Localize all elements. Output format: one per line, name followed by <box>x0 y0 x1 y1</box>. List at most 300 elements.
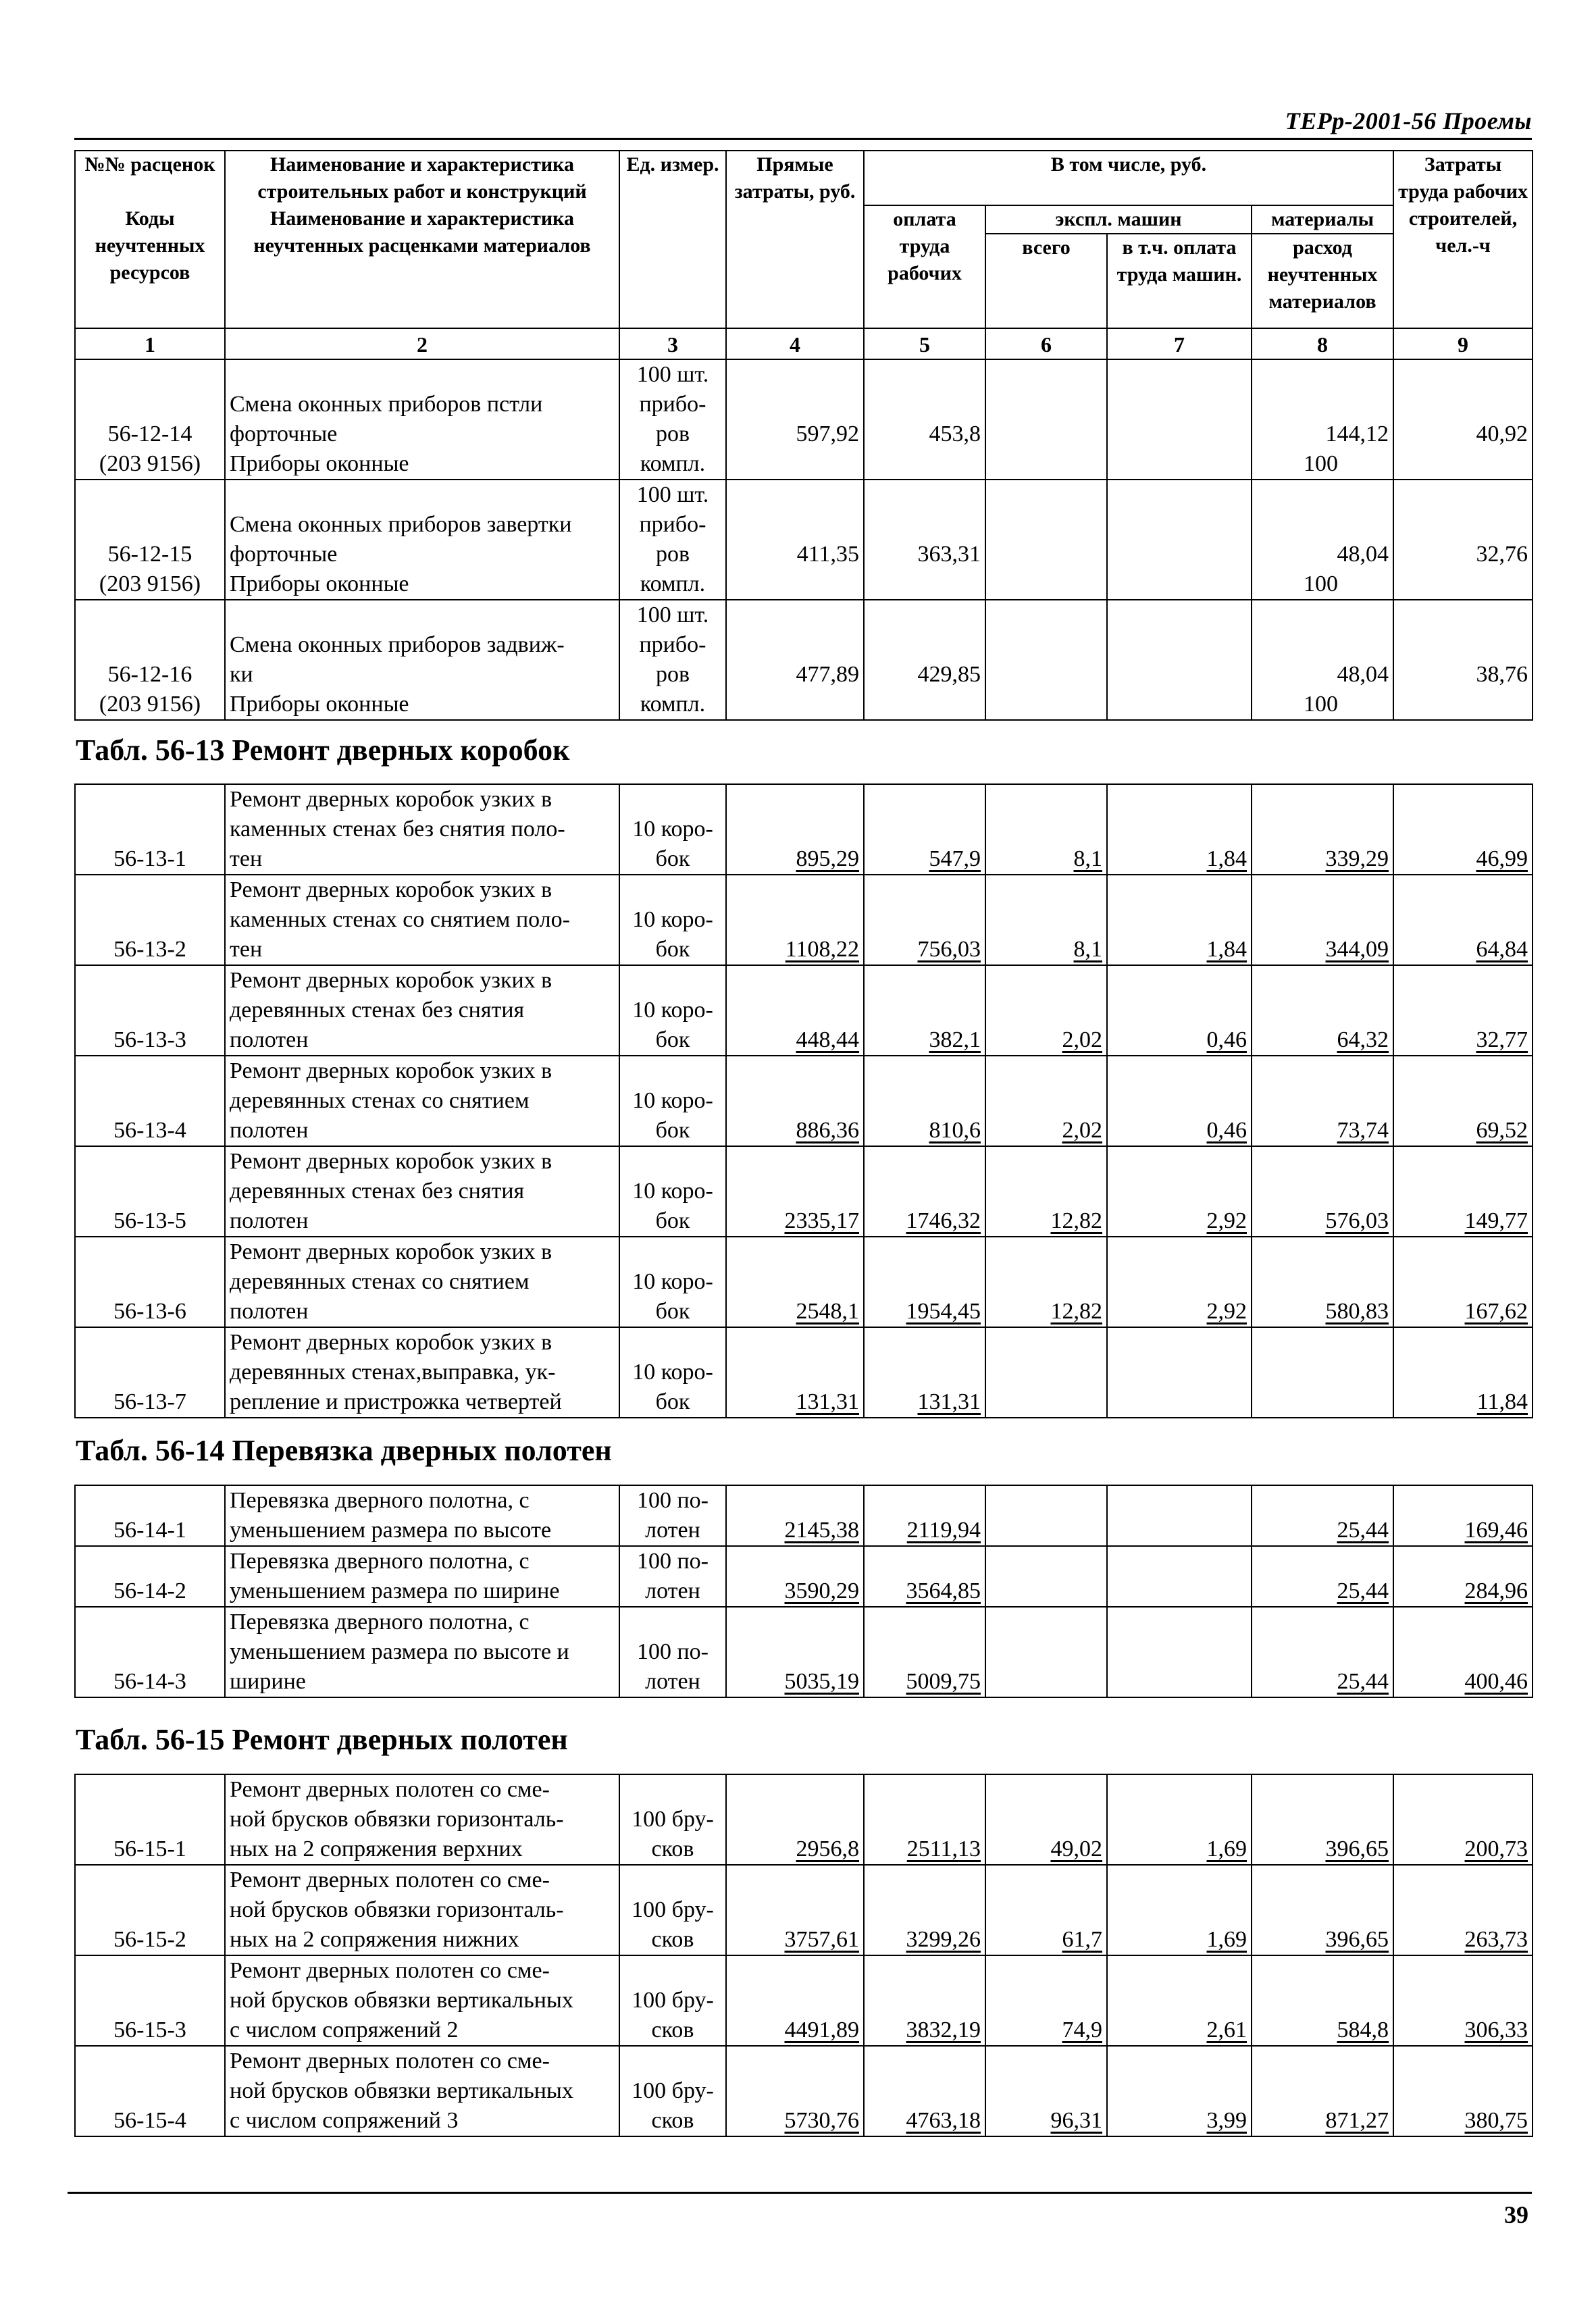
value-cell: 49,02 <box>985 1774 1107 1865</box>
unit-line: 100 по- <box>636 1639 709 1664</box>
unit-line: лотен <box>645 1578 700 1603</box>
header-labor-costs: Затраты труда рабочих строителей, чел.-ч <box>1393 151 1533 328</box>
unit-line: 100 шт. <box>636 602 709 627</box>
work-name-line: Смена оконных приборов задвиж- <box>230 632 565 657</box>
unit-cell <box>619 1237 726 1327</box>
work-name-line: полотен <box>230 1118 309 1143</box>
unit-cell <box>619 1485 726 1546</box>
value-cell: 1746,32 <box>864 1146 985 1237</box>
work-name-line: тен <box>230 846 263 871</box>
materials-cell <box>1252 480 1393 600</box>
value-cell: 5730,76 <box>726 2046 864 2136</box>
value-cell <box>1107 1327 1252 1418</box>
value-cell: 871,27 <box>1252 2046 1393 2136</box>
table-row <box>75 784 1533 875</box>
footer-rule <box>68 2192 1532 2194</box>
materials-cell <box>1252 600 1393 720</box>
table-row <box>75 1955 1533 2046</box>
value-cell: 2,02 <box>985 1056 1107 1146</box>
work-name-line: Перевязка дверного полотна, с <box>230 1610 530 1635</box>
value-cell: 1954,45 <box>864 1237 985 1327</box>
work-name-line: ных на 2 сопряжения верхних <box>230 1836 523 1861</box>
work-name-line: каменных стенах без снятия поло- <box>230 817 565 842</box>
value-cell: 3757,61 <box>726 1865 864 1955</box>
header-machines-wages: в т.ч. оплата труда машин. <box>1107 234 1252 328</box>
header-group: В том числе, руб. <box>864 151 1393 205</box>
materials-cell <box>1252 359 1393 480</box>
work-name-cell <box>225 1865 619 1955</box>
value-cell: 5035,19 <box>726 1607 864 1697</box>
value-cell <box>864 600 985 720</box>
work-name-line: Ремонт дверных коробок узких в <box>230 1239 552 1264</box>
value-cell: 576,03 <box>1252 1146 1393 1237</box>
work-name-line: Ремонт дверных полотен со сме- <box>230 1868 550 1893</box>
value-cell: 306,33 <box>1393 1955 1533 2046</box>
value-cell: 2,02 <box>985 965 1107 1056</box>
unit-cell <box>619 1546 726 1607</box>
value-cell: 284,96 <box>1393 1546 1533 1607</box>
value-cell <box>726 600 864 720</box>
header-machines-group: экспл. машин <box>985 205 1252 234</box>
value-cell: 25,44 <box>1252 1607 1393 1697</box>
unit-cell <box>619 1607 726 1697</box>
work-name-cell <box>225 359 619 480</box>
value-cell: 74,9 <box>985 1955 1107 2046</box>
rate-code: 56-14-2 <box>75 1546 225 1607</box>
value-cell: 344,09 <box>1252 875 1393 965</box>
table-row <box>75 1327 1533 1418</box>
unit-line: прибо- <box>639 632 706 657</box>
unit-line: 100 по- <box>636 1488 709 1513</box>
unit-cell <box>619 480 726 600</box>
unit-line: 100 бру- <box>632 1988 714 2013</box>
value-cell <box>985 1607 1107 1697</box>
resource-name: Приборы оконные <box>230 451 409 476</box>
value-cell <box>1107 480 1252 600</box>
work-name-line: Ремонт дверных коробок узких в <box>230 1149 552 1174</box>
work-name-cell <box>225 875 619 965</box>
work-name-line: ных на 2 сопряжения нижних <box>230 1927 519 1952</box>
work-name-cell <box>225 1327 619 1418</box>
value-cell: 3,99 <box>1107 2046 1252 2136</box>
value-cell: 1,84 <box>1107 784 1252 875</box>
work-name-line: полотен <box>230 1299 309 1324</box>
unit-cell <box>619 784 726 875</box>
unit-line: бок <box>655 937 690 962</box>
value-cell <box>1107 1607 1252 1697</box>
col-number: 5 <box>864 328 985 359</box>
rate-code-cell <box>75 600 225 720</box>
value-cell: 3590,29 <box>726 1546 864 1607</box>
unit-cell <box>619 600 726 720</box>
col-number: 8 <box>1252 328 1393 359</box>
value-cell: 8,1 <box>985 875 1107 965</box>
value-cell <box>985 1485 1107 1546</box>
value-cell: 448,44 <box>726 965 864 1056</box>
table-row <box>75 2046 1533 2136</box>
value-cell: 131,31 <box>864 1327 985 1418</box>
work-name-line: деревянных стенах со снятием <box>230 1088 530 1113</box>
value-cell: 810,6 <box>864 1056 985 1146</box>
value-cell: 200,73 <box>1393 1774 1533 1865</box>
rate-code: 56-15-1 <box>75 1774 225 1865</box>
unit-line: 10 коро- <box>632 1179 713 1204</box>
work-name-line: Ремонт дверных коробок узких в <box>230 968 552 993</box>
value-cell: 25,44 <box>1252 1546 1393 1607</box>
value-cell: 380,75 <box>1393 2046 1533 2136</box>
value-cell: 3564,85 <box>864 1546 985 1607</box>
header-materials: материалы <box>1252 205 1393 234</box>
page-number: 39 <box>1504 2201 1528 2228</box>
unit-cell <box>619 1865 726 1955</box>
labor-cell <box>1393 359 1533 480</box>
running-header: ТЕРр-2001-56 Проемы <box>1285 107 1532 134</box>
value: 597,92 <box>796 421 859 446</box>
rate-code: 56-13-2 <box>75 875 225 965</box>
work-name-cell <box>225 1485 619 1546</box>
work-name-line: ной брусков обвязки вертикальных <box>230 2078 573 2103</box>
header-rule <box>74 138 1532 140</box>
value-cell: 131,31 <box>726 1327 864 1418</box>
col-number: 6 <box>985 328 1107 359</box>
work-name-line: с числом сопряжений 2 <box>230 2017 459 2042</box>
work-name-line: полотен <box>230 1208 309 1233</box>
value-cell: 32,77 <box>1393 965 1533 1056</box>
value-cell: 2145,38 <box>726 1485 864 1546</box>
value-cell: 96,31 <box>985 2046 1107 2136</box>
unit-cell <box>619 1327 726 1418</box>
value-cell: 46,99 <box>1393 784 1533 875</box>
value-cell: 3832,19 <box>864 1955 985 2046</box>
rate-code: 56-14-1 <box>75 1485 225 1546</box>
value-cell <box>985 1327 1107 1418</box>
section-title: Табл. 56-13 Ремонт дверных коробок <box>76 734 570 767</box>
value-cell: 0,46 <box>1107 1056 1252 1146</box>
work-name-line: уменьшением размера по ширине <box>230 1578 560 1603</box>
value-cell: 2,61 <box>1107 1955 1252 2046</box>
unit-line: 100 шт. <box>636 362 709 387</box>
unit-cell <box>619 1146 726 1237</box>
work-name-line: каменных стенах со снятием поло- <box>230 907 570 932</box>
rate-code: 56-15-4 <box>75 2046 225 2136</box>
rate-code: 56-13-6 <box>75 1237 225 1327</box>
table-row <box>75 1056 1533 1146</box>
value-cell: 1,69 <box>1107 1774 1252 1865</box>
value-cell: 263,73 <box>1393 1865 1533 1955</box>
work-name-line: репление и пристрожка четвертей <box>230 1389 562 1414</box>
value-cell: 4491,89 <box>726 1955 864 2046</box>
labor-cell <box>1393 600 1533 720</box>
unit-line: 10 коро- <box>632 817 713 842</box>
rate-code: 56-13-4 <box>75 1056 225 1146</box>
value-cell: 1,69 <box>1107 1865 1252 1955</box>
header-wages: оплата труда рабочих <box>864 205 985 328</box>
work-name-line: с числом сопряжений 3 <box>230 2108 459 2133</box>
value-cell: 580,83 <box>1252 1237 1393 1327</box>
unit-line: бок <box>655 1118 690 1143</box>
value-cell: 69,52 <box>1393 1056 1533 1146</box>
rate-code: 56-12-15 <box>107 542 192 567</box>
table-row <box>75 359 1533 480</box>
work-name-line: деревянных стенах без снятия <box>230 1179 525 1204</box>
value-cell: 396,65 <box>1252 1774 1393 1865</box>
value-cell: 2119,94 <box>864 1485 985 1546</box>
work-name-line: уменьшением размера по высоте и <box>230 1639 569 1664</box>
labor-value: 40,92 <box>1476 421 1528 446</box>
rate-code: 56-15-2 <box>75 1865 225 1955</box>
unit-line: бок <box>655 1389 690 1414</box>
resource-code: (203 9156) <box>99 692 201 717</box>
value-cell: 11,84 <box>1393 1327 1533 1418</box>
header-col2-bottom: Наименование и характеристика неучтенных расценками материалов <box>225 205 619 328</box>
value: 453,8 <box>929 421 981 446</box>
unit-cell <box>619 1955 726 2046</box>
table-row <box>75 1146 1533 1237</box>
value-cell: 547,9 <box>864 784 985 875</box>
work-name-line: Перевязка дверного полотна, с <box>230 1488 530 1513</box>
unit-line: 10 коро- <box>632 998 713 1023</box>
table-row <box>75 1546 1533 1607</box>
rate-code: 56-15-3 <box>75 1955 225 2046</box>
table-row <box>75 1237 1533 1327</box>
value-cell: 12,82 <box>985 1237 1107 1327</box>
col-number: 3 <box>619 328 726 359</box>
work-name-cell <box>225 1056 619 1146</box>
value-cell: 1,84 <box>1107 875 1252 965</box>
work-name-cell <box>225 2046 619 2136</box>
value-cell <box>985 1546 1107 1607</box>
value-cell: 3299,26 <box>864 1865 985 1955</box>
work-name-cell <box>225 1955 619 2046</box>
value-cell: 12,82 <box>985 1146 1107 1237</box>
work-name-line: Ремонт дверных коробок узких в <box>230 787 552 812</box>
unit-line: бок <box>655 846 690 871</box>
work-name-line: ки <box>230 662 253 687</box>
unit-line: 10 коро- <box>632 1088 713 1113</box>
work-name-cell <box>225 965 619 1056</box>
labor-cell <box>1393 480 1533 600</box>
work-name-line: уменьшением размера по высоте <box>230 1518 552 1543</box>
table-row <box>75 1774 1533 1865</box>
value-cell <box>1252 1327 1393 1418</box>
rate-code: 56-13-5 <box>75 1146 225 1237</box>
unit-line: ров <box>655 542 690 567</box>
value-cell: 396,65 <box>1252 1865 1393 1955</box>
header-unit: Ед. измер. <box>619 151 726 328</box>
unit-line: 100 шт. <box>636 482 709 507</box>
value: 363,31 <box>917 542 981 567</box>
work-name-cell <box>225 600 619 720</box>
value-cell <box>1107 1546 1252 1607</box>
labor-value: 38,76 <box>1476 662 1528 687</box>
rate-code: 56-13-1 <box>75 784 225 875</box>
unit-line: компл. <box>640 571 706 596</box>
rate-code: 56-12-14 <box>107 421 192 446</box>
value-cell: 895,29 <box>726 784 864 875</box>
work-name-line: Ремонт дверных коробок узких в <box>230 877 552 902</box>
value-cell: 5009,75 <box>864 1607 985 1697</box>
value-cell <box>726 480 864 600</box>
value-cell: 2956,8 <box>726 1774 864 1865</box>
value: 477,89 <box>796 662 859 687</box>
table-row <box>75 1607 1533 1697</box>
value-cell: 8,1 <box>985 784 1107 875</box>
table-row <box>75 1865 1533 1955</box>
work-name-line: Перевязка дверного полотна, с <box>230 1549 530 1574</box>
value-cell: 2511,13 <box>864 1774 985 1865</box>
materials-consumption: 100 <box>1304 451 1338 476</box>
value-cell: 149,77 <box>1393 1146 1533 1237</box>
header-materials-consumption: расход неучтенных материалов <box>1252 234 1393 328</box>
unit-line: сков <box>651 1836 694 1861</box>
rate-code: 56-14-3 <box>75 1607 225 1697</box>
header-machines-total: всего <box>985 234 1107 328</box>
table-row <box>75 600 1533 720</box>
rates-table-56-12 <box>74 150 1533 721</box>
value-cell: 584,8 <box>1252 1955 1393 2046</box>
value-cell: 886,36 <box>726 1056 864 1146</box>
value-cell <box>726 359 864 480</box>
rates-table-56-14 <box>74 1485 1533 1698</box>
work-name-line: форточные <box>230 421 338 446</box>
value-cell: 382,1 <box>864 965 985 1056</box>
value-cell: 167,62 <box>1393 1237 1533 1327</box>
work-name-line: Ремонт дверных полотен со сме- <box>230 1777 550 1802</box>
unit-line: сков <box>651 1927 694 1952</box>
header-direct-costs: Прямые затраты, руб. <box>726 151 864 328</box>
rates-table-56-15 <box>74 1774 1533 2137</box>
unit-line: ров <box>655 662 690 687</box>
value-cell <box>1107 359 1252 480</box>
value-cell: 2,92 <box>1107 1146 1252 1237</box>
materials-value: 48,04 <box>1337 662 1389 687</box>
value-cell: 25,44 <box>1252 1485 1393 1546</box>
col-number: 2 <box>225 328 619 359</box>
work-name-line: Ремонт дверных коробок узких в <box>230 1058 552 1083</box>
header-col1-top: №№ расценок <box>75 151 225 205</box>
col-number: 4 <box>726 328 864 359</box>
work-name-cell <box>225 784 619 875</box>
value-cell: 339,29 <box>1252 784 1393 875</box>
unit-line: 10 коро- <box>632 1269 713 1294</box>
unit-cell <box>619 1774 726 1865</box>
work-name-line: Ремонт дверных полотен со сме- <box>230 1958 550 1983</box>
value-cell: 0,46 <box>1107 965 1252 1056</box>
unit-cell <box>619 875 726 965</box>
work-name-line: Ремонт дверных коробок узких в <box>230 1330 552 1355</box>
header-col2-top: Наименование и характеристика строительных работ и конструкций <box>225 151 619 205</box>
value-cell <box>1107 600 1252 720</box>
unit-cell <box>619 2046 726 2136</box>
value-cell: 756,03 <box>864 875 985 965</box>
rate-code: 56-13-7 <box>75 1327 225 1418</box>
value-cell: 4763,18 <box>864 2046 985 2136</box>
unit-line: компл. <box>640 451 706 476</box>
table-row <box>75 965 1533 1056</box>
col-number: 9 <box>1393 328 1533 359</box>
value-cell: 61,7 <box>985 1865 1107 1955</box>
unit-line: сков <box>651 2108 694 2133</box>
work-name-line: тен <box>230 937 263 962</box>
work-name-line: ной брусков обвязки вертикальных <box>230 1988 573 2013</box>
rate-code-cell <box>75 480 225 600</box>
labor-value: 32,76 <box>1476 542 1528 567</box>
value-cell: 2,92 <box>1107 1237 1252 1327</box>
table-row <box>75 1485 1533 1546</box>
work-name-cell <box>225 1546 619 1607</box>
value-cell: 64,32 <box>1252 965 1393 1056</box>
unit-line: бок <box>655 1299 690 1324</box>
resource-code: (203 9156) <box>99 451 201 476</box>
work-name-line: деревянных стенах со снятием <box>230 1269 530 1294</box>
value-cell <box>864 359 985 480</box>
work-name-line: Смена оконных приборов пстли <box>230 392 543 417</box>
unit-line: компл. <box>640 692 706 717</box>
value-cell <box>985 359 1107 480</box>
work-name-cell <box>225 1774 619 1865</box>
work-name-cell <box>225 480 619 600</box>
work-name-line: полотен <box>230 1027 309 1052</box>
col-number: 7 <box>1107 328 1252 359</box>
unit-line: бок <box>655 1208 690 1233</box>
resource-name: Приборы оконные <box>230 692 409 717</box>
value-cell <box>1107 1485 1252 1546</box>
value-cell: 169,46 <box>1393 1485 1533 1546</box>
work-name-line: ной брусков обвязки горизонталь- <box>230 1897 564 1922</box>
work-name-line: Ремонт дверных полотен со сме- <box>230 2049 550 2074</box>
rate-code: 56-12-16 <box>107 662 192 687</box>
unit-line: лотен <box>645 1518 700 1543</box>
rates-table-56-13 <box>74 783 1533 1418</box>
rate-code-cell <box>75 359 225 480</box>
col-number: 1 <box>75 328 225 359</box>
work-name-line: Смена оконных приборов завертки <box>230 512 572 537</box>
materials-value: 48,04 <box>1337 542 1389 567</box>
unit-line: сков <box>651 2017 694 2042</box>
unit-line: бок <box>655 1027 690 1052</box>
unit-line: 10 коро- <box>632 1360 713 1385</box>
work-name-line: ной брусков обвязки горизонталь- <box>230 1807 564 1832</box>
work-name-cell <box>225 1607 619 1697</box>
unit-line: лотен <box>645 1669 700 1694</box>
unit-cell <box>619 359 726 480</box>
materials-consumption: 100 <box>1304 571 1338 596</box>
unit-line: 10 коро- <box>632 907 713 932</box>
value: 429,85 <box>917 662 981 687</box>
work-name-cell <box>225 1237 619 1327</box>
value-cell: 400,46 <box>1393 1607 1533 1697</box>
work-name-line: деревянных стенах без снятия <box>230 998 525 1023</box>
value-cell: 64,84 <box>1393 875 1533 965</box>
work-name-line: ширине <box>230 1669 306 1694</box>
value-cell <box>985 480 1107 600</box>
table-row <box>75 875 1533 965</box>
unit-line: 100 бру- <box>632 1897 714 1922</box>
work-name-cell <box>225 1146 619 1237</box>
work-name-line: форточные <box>230 542 338 567</box>
resource-code: (203 9156) <box>99 571 201 596</box>
value-cell: 73,74 <box>1252 1056 1393 1146</box>
value-cell: 2548,1 <box>726 1237 864 1327</box>
rate-code: 56-13-3 <box>75 965 225 1056</box>
section-title: Табл. 56-15 Ремонт дверных полотен <box>76 1723 568 1756</box>
value-cell <box>864 480 985 600</box>
unit-line: прибо- <box>639 392 706 417</box>
value-cell: 2335,17 <box>726 1146 864 1237</box>
value-cell <box>985 600 1107 720</box>
unit-cell <box>619 1056 726 1146</box>
materials-consumption: 100 <box>1304 692 1338 717</box>
